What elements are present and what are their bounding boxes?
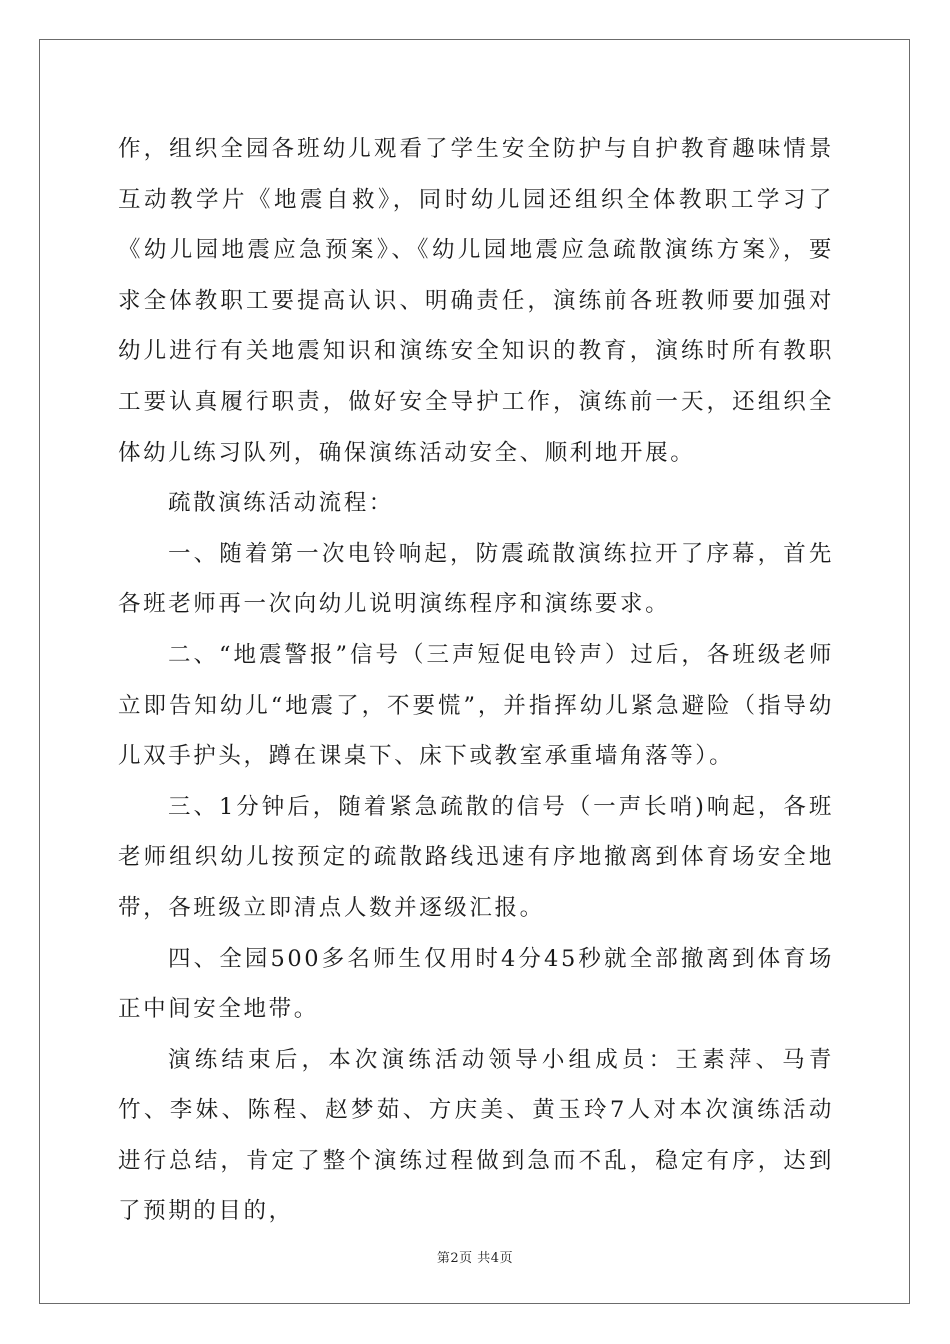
paragraph-continuation: 作，组织全园各班幼儿观看了学生安全防护与自护教育趣味情景互动教学片《地震自救》，同时幼儿园还组织全体教职工学习了《幼儿园地震应急预案》、《幼儿园地震应急疏散演练方案》，要求全体教职工要提高认识、明确责任，演练前各班教师要加强对幼儿进行有关地震知识和演练安全知识的教育，演练时所有教职工要认真履行职责，做好安全导护工作，演练前一天，还组织全体幼儿练习队列，确保演练活动安全、顺利地开展。 [118, 136, 834, 466]
paragraph-step-three: 三、1分钟后，随着紧急疏散的信号（一声长哨)响起，各班老师组织幼儿按预定的疏散路线迅速有序地撤离到体育场安全地带，各班级立即清点人数并逐级汇报。 [118, 793, 834, 921]
paragraph-step-two: 二、“地震警报”信号（三声短促电铃声）过后，各班级老师立即告知幼儿“地震了，不要慌”，并指挥幼儿紧急避险（指导幼儿双手护头，蹲在课桌下、床下或教室承重墙角落等）。 [118, 641, 834, 770]
page-number-footer: 第2页 共4页 [436, 1251, 514, 1266]
paragraph-summary: 演练结束后，本次演练活动领导小组成员：王素萍、马青竹、李妹、陈程、赵梦茹、方庆美、黄玉玲7人对本次演练活动进行总结，肯定了整个演练过程做到急而不乱，稳定有序，达到了预期的目的， [118, 1046, 834, 1225]
document-body [118, 124, 834, 1237]
paragraph-step-four: 四、全园500多名师生仅用时4分45秒就全部撤离到体育场正中间安全地带。 [118, 945, 834, 1023]
paragraph-step-one: 一、随着第一次电铃响起，防震疏散演练拉开了序幕，首先各班老师再一次向幼儿说明演练程序和演练要求。 [118, 540, 834, 618]
paragraph-evacuation-flow-heading: 疏散演练活动流程： [168, 490, 394, 517]
